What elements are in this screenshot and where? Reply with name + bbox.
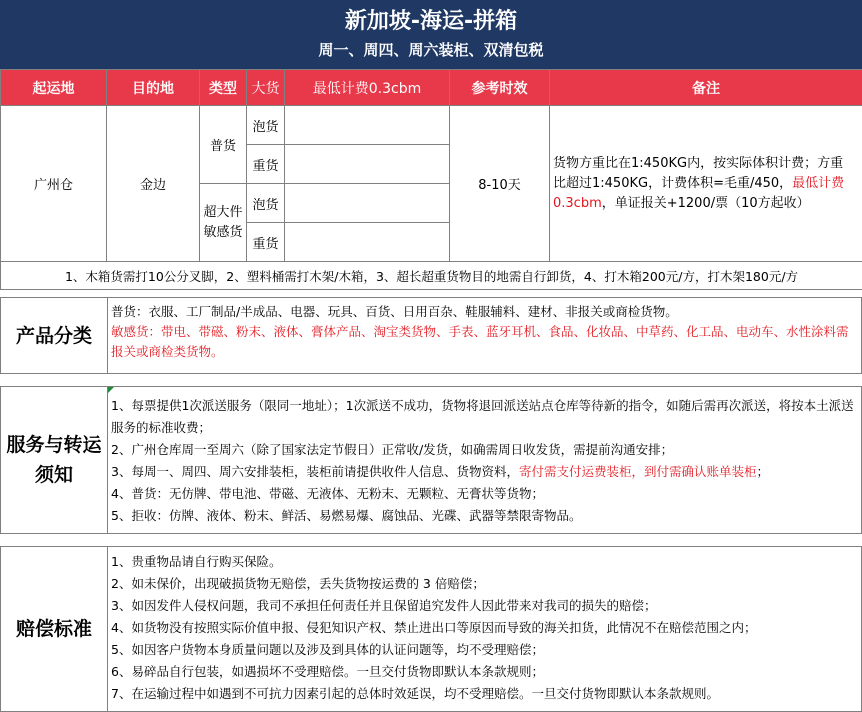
bulk-cell: 重货 <box>247 145 285 184</box>
remark-min-charge: 最低计费0.3cbm <box>553 175 845 211</box>
header-bulk: 大货 <box>247 70 285 106</box>
type-special-cell <box>200 184 247 262</box>
compensation-section <box>0 546 862 712</box>
remark-customs: ，单证报关+1200/票（10方起收） <box>601 195 810 211</box>
header-origin: 起运地 <box>1 70 107 106</box>
list-item <box>111 461 857 483</box>
origin-cell: 广州仓 <box>1 106 107 262</box>
list-item: 2、如未保价，出现破损货物无赔偿，丢失货物按运费的 3 倍赔偿； <box>111 576 485 591</box>
header-min-charge: 最低计费0.3cbm <box>285 70 450 106</box>
loading-info-text: 3、每周一、周四、周六安排装柜，装柜前请提供收件人信息、货物资料， <box>111 464 519 479</box>
transit-cell: 8-10天 <box>450 106 550 262</box>
header-destination: 目的地 <box>107 70 200 106</box>
bulk-cell: 泡货 <box>247 184 285 223</box>
type-sensitive: 敏感货 <box>203 224 243 240</box>
bulk-cell: 泡货 <box>247 106 285 145</box>
list-item: 6、易碎品自行包装，如遇损坏不受理赔偿。一旦交付货物即默认本条款规则； <box>111 664 544 679</box>
list-item: 4、如货物没有按照实际价值申报、侵犯知识产权、禁止进出口等原因而导致的海关扣货，此情况不在赔偿范围之内； <box>111 620 757 635</box>
min-charge-cell <box>285 223 450 262</box>
list-item: 2、广州仓库周一至周六（除了国家法定节假日）正常收/发货，如确需周日收发货，需提前沟通安排； <box>111 442 674 457</box>
sensitive-goods-text: 敏感货：带电、带磁、粉末、液体、膏体产品、淘宝类货物、手表、蓝牙耳机、食品、化妆品、中草药、化工品、电动车、水性涂料需报关或商检类货物。 <box>111 324 849 359</box>
destination-cell: 金边 <box>107 106 200 262</box>
type-oversize: 超大件 <box>203 204 243 220</box>
payment-terms-text: 寄付需支付运费装柜，到付需确认账单装柜 <box>518 464 757 479</box>
general-goods-text: 普货：衣服、工厂制品/半成品、电器、玩具、百货、日用百杂、鞋服辅料、建材、非报关或商检货物。 <box>111 304 678 319</box>
remark-cell <box>550 106 862 262</box>
rate-table-header-row <box>1 70 862 106</box>
page-title: 新加坡-海运-拼箱 <box>344 9 518 34</box>
product-category-section <box>0 297 862 374</box>
list-item: 4、普货：无仿牌、带电池、带磁、无液体、无粉末、无颗粒、无膏状等货物； <box>111 486 544 501</box>
page-subtitle: 周一、周四、周六装柜、双清包税 <box>318 41 544 59</box>
service-label-line2: 须知 <box>34 464 73 486</box>
list-item: 1、每票提供1次派送服务（限同一地址）；1次派送不成功，货物将退回派送站点仓库等待新的指令，如随后需再次派送，将按本土派送服务的标准收费； <box>111 398 854 435</box>
table-note: 1、木箱货需打10公分叉脚，2、塑料桶需打木架/木箱，3、超长超重货物目的地需自行卸货，4、打木箱200元/方，打木架180元/方 <box>1 262 862 290</box>
header-remark: 备注 <box>550 70 862 106</box>
min-charge-cell <box>285 145 450 184</box>
title-banner <box>0 0 862 69</box>
min-charge-cell <box>285 106 450 145</box>
product-category-body <box>108 298 861 373</box>
list-item: 7、在运输过程中如遇到不可抗力因素引起的总体时效延误，均不受理赔偿。一旦交付货物即默认本条款规则。 <box>111 686 719 701</box>
remark-text: 货物方重比在1:450KG内，按实际体积计费；方重比超过1:450KG，计费体积=毛重/450， <box>553 155 844 191</box>
service-notice-section <box>0 386 862 534</box>
rate-table <box>0 69 862 290</box>
loading-info-end: ； <box>756 464 769 479</box>
list-item: 5、如因客户货物本身质量问题以及涉及到具体的认证问题等，均不受理赔偿； <box>111 642 544 657</box>
compensation-body <box>108 547 861 711</box>
section-label-service <box>1 387 108 533</box>
list-item: 3、如因发件人侵权问题，我司不承担任何责任并且保留追究发件人因此带来对我司的损失的赔偿； <box>111 598 657 613</box>
service-notice-body <box>108 387 861 533</box>
header-transit: 参考时效 <box>450 70 550 106</box>
header-type: 类型 <box>200 70 247 106</box>
table-note-row <box>1 262 862 290</box>
section-label-products: 产品分类 <box>1 298 108 373</box>
bulk-cell: 重货 <box>247 223 285 262</box>
min-charge-cell <box>285 184 450 223</box>
service-label-line1: 服务与转运 <box>6 434 102 456</box>
section-label-compensation: 赔偿标准 <box>1 547 108 711</box>
list-item: 5、拒收：仿牌、液体、粉末、鲜活、易燃易爆、腐蚀品、光碟、武器等禁限寄物品。 <box>111 508 582 523</box>
type-general-cell: 普货 <box>200 106 247 184</box>
table-row <box>1 106 862 145</box>
list-item: 1、贵重物品请自行购买保险。 <box>111 554 282 569</box>
